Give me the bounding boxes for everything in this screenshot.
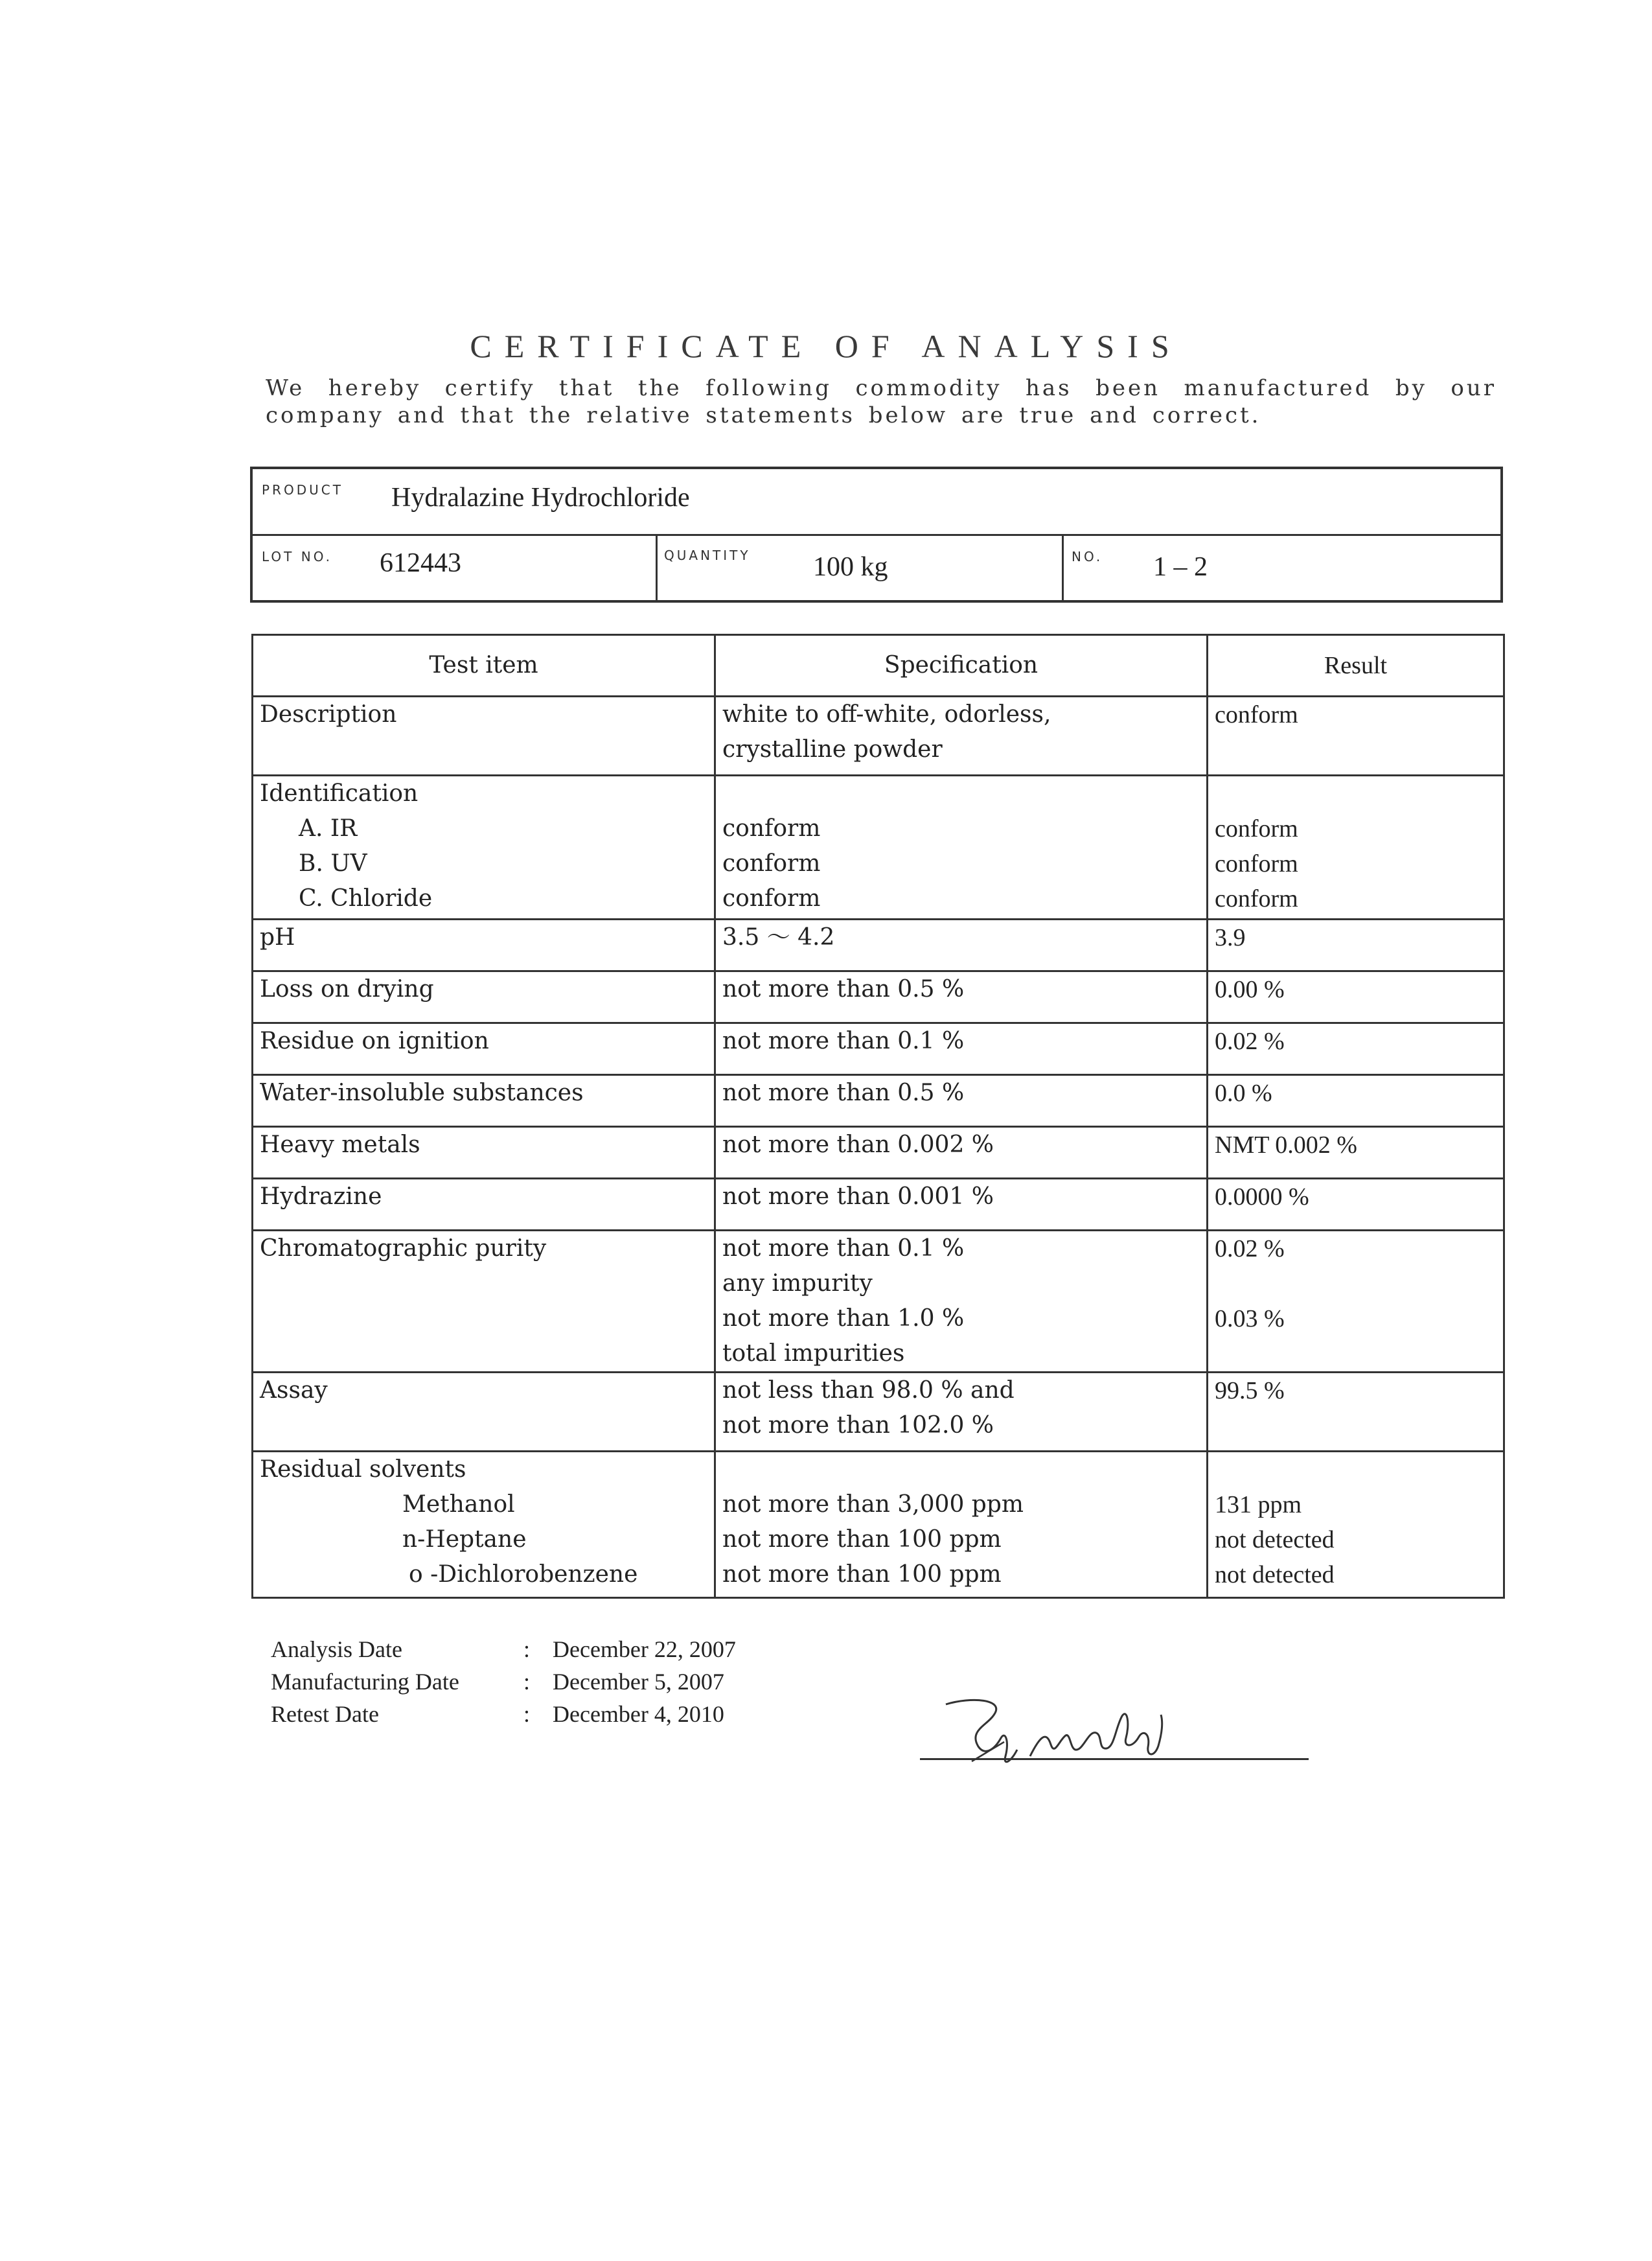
spec-line: not more than 1.0 % [722,1305,965,1332]
spec-water-insoluble: not more than 0.5 % [715,1075,1208,1127]
spec-chromatographic-purity [715,1231,1208,1373]
analysis-date-value: December 22, 2007 [553,1636,736,1662]
result-identification [1208,776,1504,920]
spec-ph: 3.5 ～ 4.2 [715,920,1208,971]
lot-cell [253,536,658,600]
result-heavy-metals: NMT 0.002 % [1208,1127,1504,1179]
result-line: 0.03 % [1215,1305,1285,1332]
result-line: not detected [1215,1526,1335,1553]
manufacturing-date-row [271,1665,736,1698]
test-item-assay: Assay [253,1373,715,1452]
document-title: CERTIFICATE OF ANALYSIS [470,328,1182,364]
quantity-cell [658,536,1064,600]
result-line: conform [1215,885,1298,912]
product-row [253,469,1500,536]
table-row [253,1023,1504,1075]
date-block [271,1633,736,1730]
test-item-heavy-metals: Heavy metals [253,1127,715,1179]
table-header-row [253,635,1504,697]
table-row [253,1452,1504,1598]
spec-line: conform [722,850,821,877]
spec-residue-on-ignition: not more than 0.1 % [715,1023,1208,1075]
spec-line: not more than 102.0 % [722,1412,994,1439]
result-water-insoluble: 0.0 % [1208,1075,1504,1127]
test-item-identification [253,776,715,920]
result-chromatographic-purity [1208,1231,1504,1373]
number-cell [1064,536,1500,600]
spec-line: total impurities [722,1340,905,1367]
test-item-hydrazine: Hydrazine [253,1179,715,1231]
column-header-result: Result [1208,635,1504,697]
signature-icon [933,1685,1205,1776]
result-loss-on-drying: 0.00 % [1208,971,1504,1023]
retest-date-row [271,1698,736,1730]
analysis-date-label: Analysis Date [271,1636,402,1662]
product-label: PRODUCT [262,482,343,498]
spec-identification [715,776,1208,920]
lot-value: 612443 [380,548,461,578]
sub-item: B. UV [299,850,367,877]
result-line: 131 ppm [1215,1491,1302,1518]
retest-date-value: December 4, 2010 [553,1701,724,1727]
spec-line: not more than 0.1 % [722,1235,965,1262]
test-item-loss-on-drying: Loss on drying [253,971,715,1023]
result-description: conform [1208,697,1504,776]
result-line: conform [1215,850,1298,877]
table-row [253,1373,1504,1452]
manufacturing-date-value: December 5, 2007 [553,1669,724,1695]
result-line: not detected [1215,1561,1335,1588]
spec-hydrazine: not more than 0.001 % [715,1179,1208,1231]
spec-line: not more than 100 ppm [722,1561,1002,1588]
column-header-specification: Specification [715,635,1208,697]
product-box [250,467,1503,603]
test-item-label: Identification [260,780,419,807]
result-hydrazine: 0.0000 % [1208,1179,1504,1231]
retest-date-label: Retest Date [271,1701,379,1727]
quantity-value: 100 kg [813,552,888,582]
signature-line [920,1758,1309,1760]
sub-item: C. Chloride [299,885,433,912]
spec-line: white to off-white, odorless, [722,701,1051,728]
sub-item: A. IR [299,815,358,842]
sub-item: o -Dichlorobenzene [409,1561,638,1588]
spec-description [715,697,1208,776]
result-assay: 99.5 % [1208,1373,1504,1452]
table-row [253,1127,1504,1179]
separator: : [523,1636,531,1662]
number-value: 1 – 2 [1153,552,1208,582]
test-item-ph: pH [253,920,715,971]
analysis-date-row [271,1633,736,1665]
test-item-label: Residual solvents [260,1456,466,1483]
test-item-water-insoluble: Water-insoluble substances [253,1075,715,1127]
spec-line: not more than 100 ppm [722,1526,1002,1553]
spec-residual-solvents [715,1452,1208,1598]
column-header-test-item: Test item [253,635,715,697]
table-row [253,971,1504,1023]
sub-item: Methanol [402,1491,515,1518]
test-item-chromatographic-purity: Chromatographic purity [253,1231,715,1373]
lot-label: LOT NO. [262,549,332,564]
quantity-label: QUANTITY [664,548,751,563]
spec-heavy-metals: not more than 0.002 % [715,1127,1208,1179]
certification-statement: We hereby certify that the following commodity has been manufactured by our company and that the relative statements below are true and correct. [266,375,1497,428]
test-item-description: Description [253,697,715,776]
sub-item: n-Heptane [402,1526,527,1553]
result-residue-on-ignition: 0.02 % [1208,1023,1504,1075]
result-residual-solvents [1208,1452,1504,1598]
table-row [253,1231,1504,1373]
table-row [253,1075,1504,1127]
spec-line: conform [722,885,821,912]
spec-line: crystalline powder [722,736,943,763]
product-value: Hydralazine Hydrochloride [391,483,690,513]
test-results-table [251,634,1505,1599]
spec-line: not less than 98.0 % and [722,1377,1015,1404]
spec-loss-on-drying: not more than 0.5 % [715,971,1208,1023]
result-ph: 3.9 [1208,920,1504,971]
table-row [253,920,1504,971]
manufacturing-date-label: Manufacturing Date [271,1669,459,1695]
result-line: conform [1215,815,1298,842]
separator: : [523,1701,531,1727]
spec-line: not more than 3,000 ppm [722,1491,1024,1518]
number-label: NO. [1072,549,1103,564]
table-row [253,697,1504,776]
spec-assay [715,1373,1208,1452]
spec-line: any impurity [722,1270,873,1297]
separator: : [523,1669,531,1695]
test-item-residue-on-ignition: Residue on ignition [253,1023,715,1075]
test-item-residual-solvents [253,1452,715,1598]
result-line: 0.02 % [1215,1235,1285,1262]
table-row [253,1179,1504,1231]
spec-line: conform [722,815,821,842]
table-row [253,776,1504,920]
